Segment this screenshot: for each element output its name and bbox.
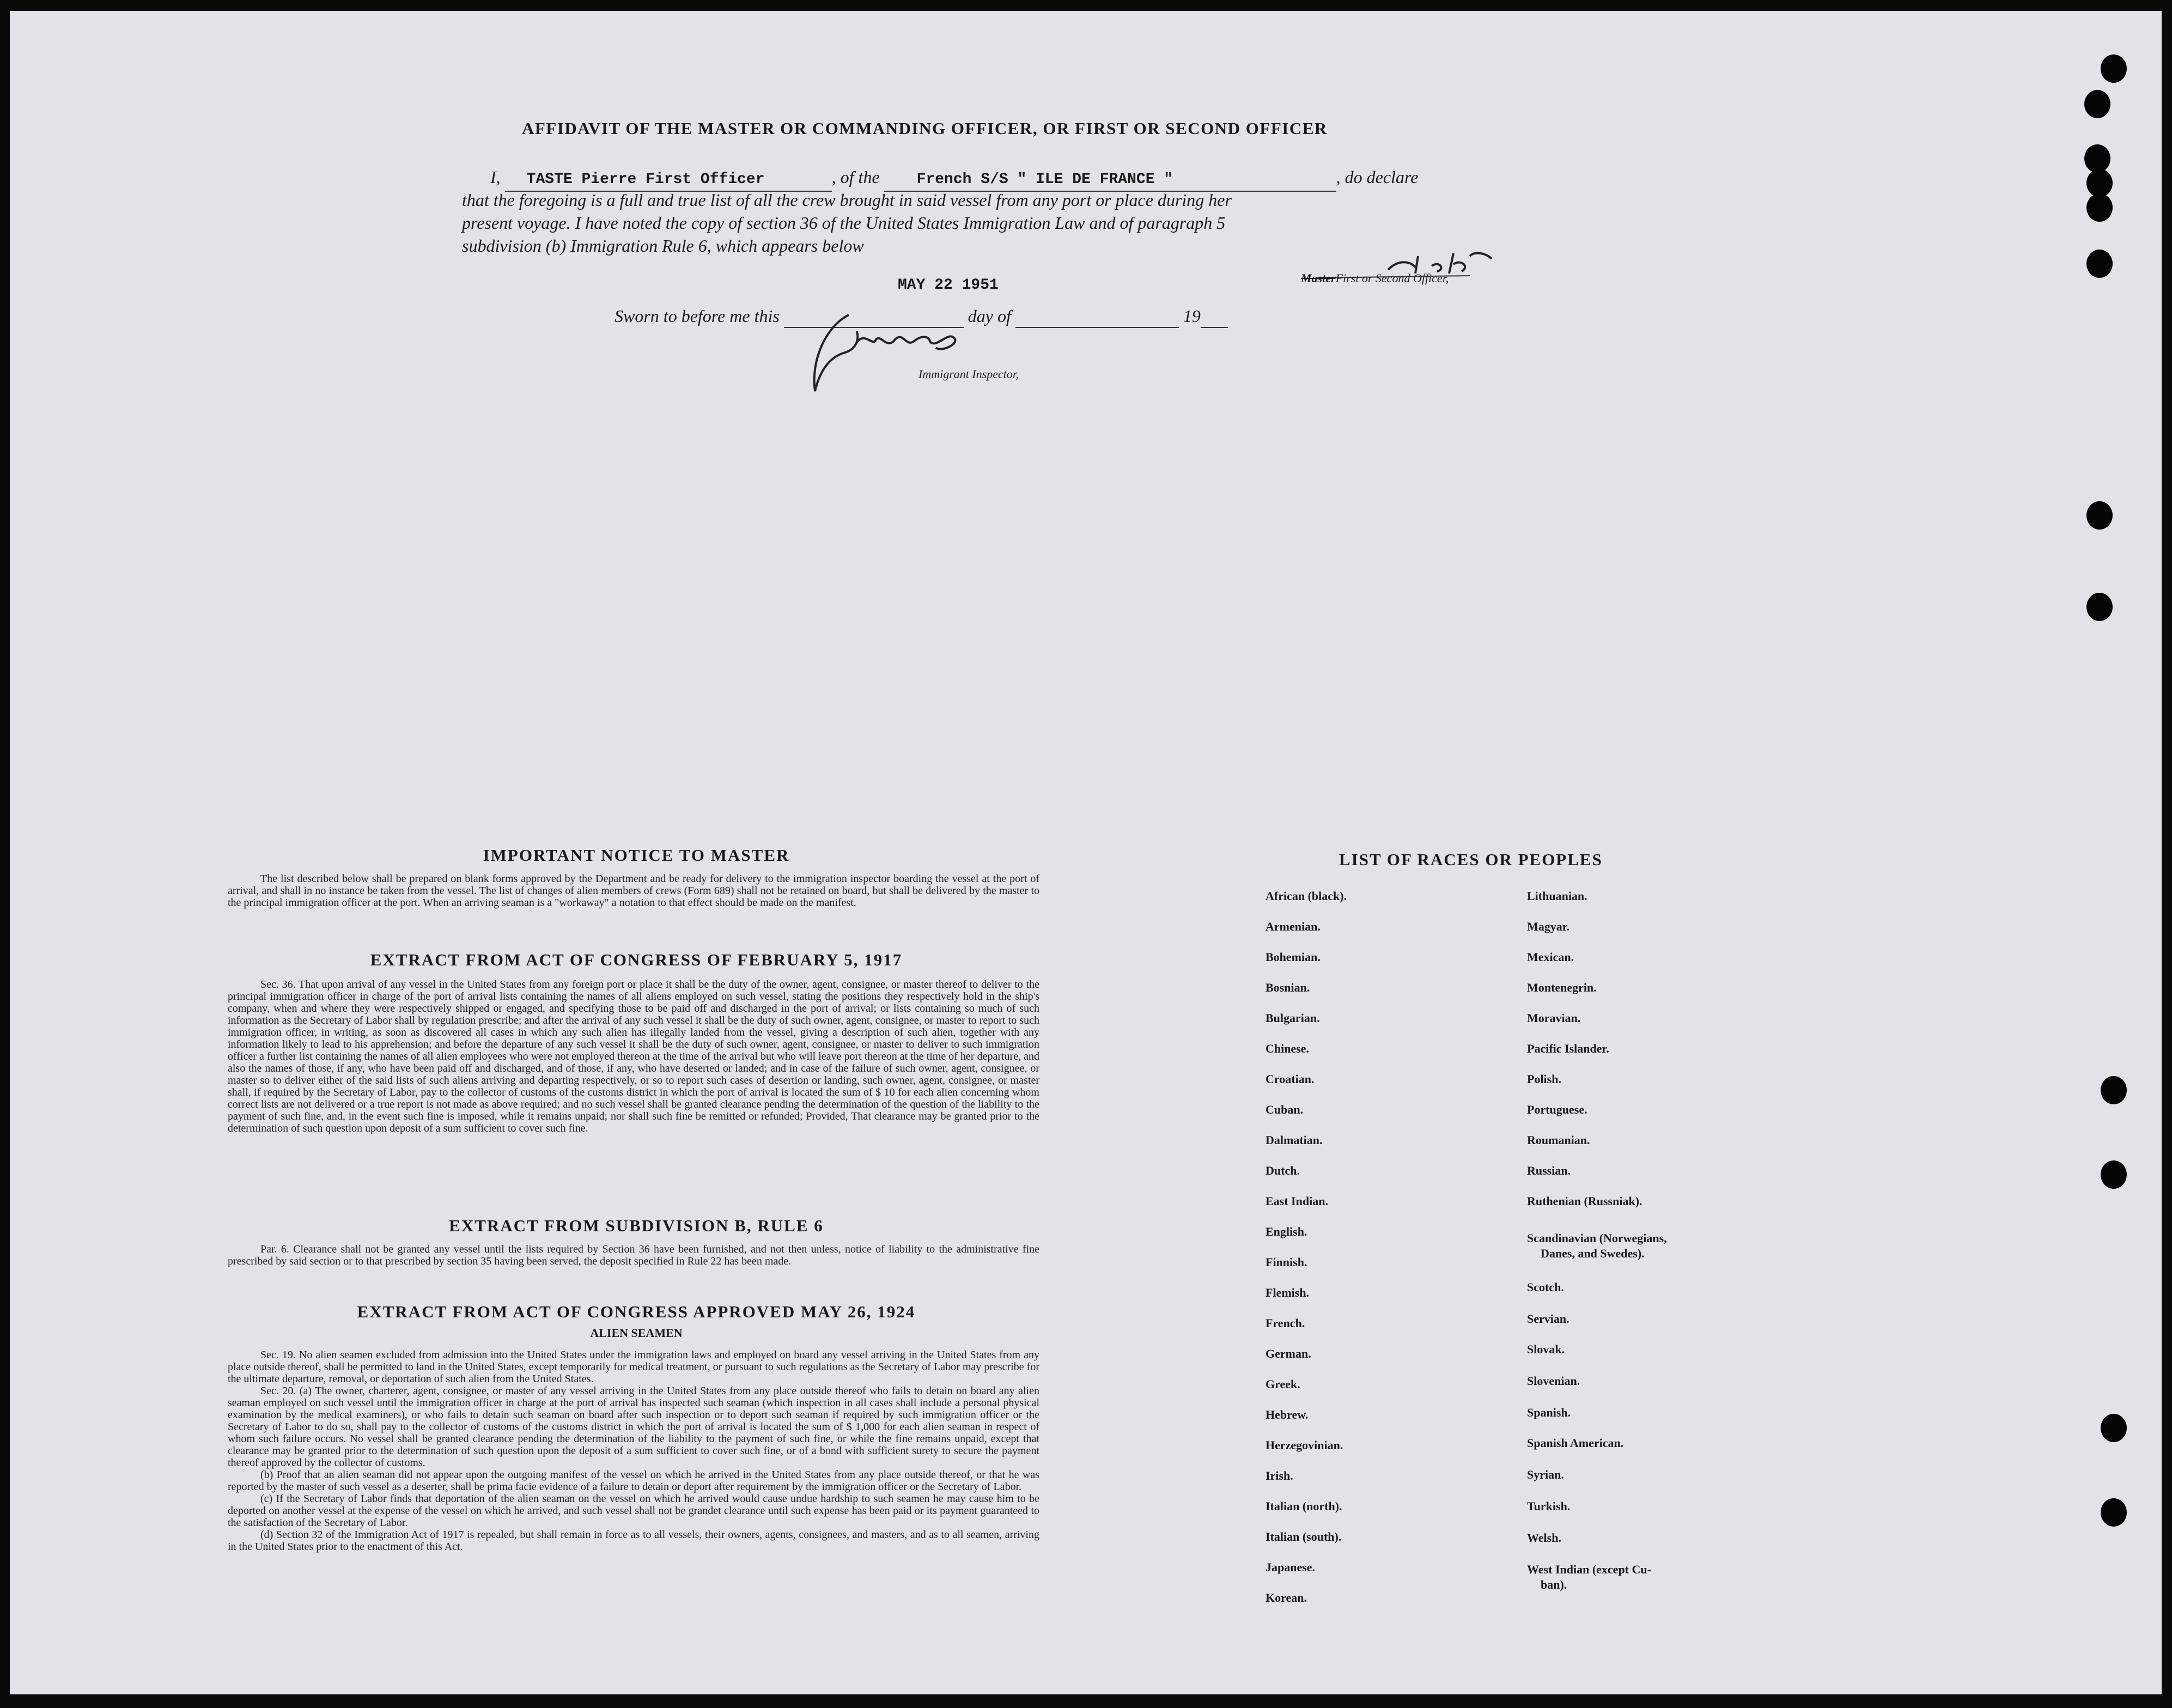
vessel-name-field: French S/S " ILE DE FRANCE " xyxy=(884,169,1336,192)
race-item: Scotch. xyxy=(1527,1280,1564,1294)
race-item: Roumanian. xyxy=(1527,1133,1590,1147)
race-item: Croatian. xyxy=(1266,1072,1315,1086)
extract-1917-text xyxy=(228,978,1039,1134)
date-stamp: MAY 22 1951 xyxy=(898,277,999,294)
race-item: Bosnian. xyxy=(1266,981,1310,994)
subdivision-b-title: EXTRACT FROM SUBDIVISION B, RULE 6 xyxy=(449,1216,824,1235)
extract-1924-paragraph: (c) If the Secretary of Labor finds that deportation of the alien seaman on the vessel on which he arrived would cause undue hardship to such seamen he may cause him to be deported on another vessel at the expense of the vessel on which he arrived, and such vessel shall not be grandet clearance until such expense has been paid or its payment guaranteed to the satisfaction of the Secretary of Labor. xyxy=(228,1493,1039,1529)
race-item: Hebrew. xyxy=(1266,1408,1309,1421)
of-the-label: , of the xyxy=(831,167,880,187)
race-item: Turkish. xyxy=(1527,1499,1571,1513)
race-item: Lithuanian. xyxy=(1527,889,1587,903)
race-item: Flemish. xyxy=(1266,1286,1310,1299)
extract-1924-paragraph: (b) Proof that an alien seaman did not appear upon the outgoing manifest of the vessel on which he arrived in the United States from any place outside thereof, or that he was reported by the master of such vessel as a deserter, shall be prima facie evidence of a failure to detain or deport after requirement by the immigration officer or the Secretary of Labor. xyxy=(228,1469,1039,1493)
race-item: Cuban. xyxy=(1266,1103,1304,1116)
race-item: Italian (south). xyxy=(1266,1530,1342,1543)
document-page xyxy=(10,11,2162,1694)
extract-1924-paragraph: (d) Section 32 of the Immigration Act of 1917 is repealed, but shall remain in force as to all vessels, their owners, agents, consignees, and masters, and as to all seamen, arriving in the United States prior to the enactment of this Act. xyxy=(228,1529,1039,1553)
race-item: Slovenian. xyxy=(1527,1374,1580,1388)
notice-title: IMPORTANT NOTICE TO MASTER xyxy=(483,846,790,865)
sworn-line xyxy=(615,305,1677,328)
race-item: Bohemian. xyxy=(1266,950,1321,964)
race-item: Servian. xyxy=(1527,1312,1569,1326)
race-item: Korean. xyxy=(1266,1591,1307,1604)
punch-hole xyxy=(2086,593,2113,621)
day-of-label: day of xyxy=(968,306,1011,326)
subdivision-b-text xyxy=(228,1243,1039,1267)
race-item: Danes, and Swedes). xyxy=(1541,1247,1645,1260)
extract-1917-paragraph: Sec. 36. That upon arrival of any vessel in the United States from any foreign port or place it shall be the duty of the owner, agent, consignee, or master thereof to deliver to the principal immigration officer in charge of the port of arrival lists containing the names of all aliens employed on such vessel, stating the positions they respectively hold in the ship's company, when and where they were respectively shipped or engaged, and specifying those to be paid off and discharged in the port of arrival; or lists containing so much of such information as the Secretary of Labor shall by regulation prescribe; and after the arrival of any such vessel it shall be the duty of such owner, agent, consignee, or master to report to such immigration officer, in writing, as soon as discovered all cases in which any such alien has illegally landed from the vessel, giving a description of such alien, together with any information likely to lead to his apprehension; and before the departure of any such vessel it shall be the duty of such owner, agent, consignee, or master to deliver to such immigration officer a further list containing the names of all alien employees who were not employed thereon at the time of the arrival but who will leave port thereon at the time of her departure, and also the names of those, if any, who have been paid off and discharged, and of those, if any, who have deserted or landed; and in case of the failure of such owner, agent, consignee, or master so to deliver either of the said lists of such aliens arriving and departing respectively, or so to report such cases of desertion or landing, such owner, agent, consignee, or master shall, if required by the Secretary of Labor, pay to the collector of customs of the customs district in which the port of arrival is located the sum of $ 10 for each alien concerning whom correct lists are not delivered or a true report is not made as above required; and no such vessel shall be granted clearance pending the determination of the question of the liability to the payment of such fine, and, in the event such fine is imposed, while it remains unpaid; nor shall such fine be remitted or refunded; Provided, That clearance may be granted prior to the determination of such question upon deposit of a sum sufficient to cover such fine. xyxy=(228,978,1039,1134)
affidavit-line-3: present voyage. I have noted the copy of section 36 of the United States Immigration Law and of paragraph 5 xyxy=(462,213,1226,233)
race-item: Italian (north). xyxy=(1266,1499,1342,1513)
race-item: Scandinavian (Norwegians, xyxy=(1527,1231,1667,1245)
race-item: Armenian. xyxy=(1266,920,1321,933)
extract-1924-text xyxy=(228,1349,1039,1553)
extract-1917-title: EXTRACT FROM ACT OF CONGRESS OF FEBRUARY 5, 1917 xyxy=(370,950,903,969)
officer-name-field: TASTE Pierre First Officer xyxy=(505,169,832,192)
officer-caption: First or Second Officer, xyxy=(1335,271,1449,285)
race-item: Welsh. xyxy=(1527,1531,1561,1545)
race-item: Slovak. xyxy=(1527,1342,1565,1356)
race-item: Moravian. xyxy=(1527,1011,1581,1025)
affidavit-declaration-line xyxy=(462,166,1524,192)
punch-hole xyxy=(2101,1076,2127,1104)
extract-1924-title: EXTRACT FROM ACT OF CONGRESS APPROVED MAY 26, 1924 xyxy=(357,1302,916,1321)
do-declare-label: , do declare xyxy=(1336,167,1419,187)
punch-hole xyxy=(2086,501,2113,530)
race-item: Spanish. xyxy=(1527,1406,1571,1419)
race-item: Japanese. xyxy=(1266,1560,1316,1574)
affidavit-title: AFFIDAVIT OF THE MASTER OR COMMANDING OFFICER, OR FIRST OR SECOND OFFICER xyxy=(522,119,1328,138)
notice-text xyxy=(228,873,1039,909)
race-item: Syrian. xyxy=(1527,1468,1564,1481)
race-item: German. xyxy=(1266,1347,1311,1360)
inspector-caption: Immigrant Inspector, xyxy=(918,367,1019,381)
inspector-signature xyxy=(805,309,990,402)
race-item: Irish. xyxy=(1266,1469,1293,1482)
punch-hole xyxy=(2086,250,2113,278)
race-item: Dutch. xyxy=(1266,1164,1300,1177)
punch-hole xyxy=(2101,54,2127,83)
affidavit-i-label: I, xyxy=(490,167,501,187)
year-prefix: 19 xyxy=(1183,306,1201,326)
race-item: Chinese. xyxy=(1266,1042,1310,1055)
affidavit-line-2: that the foregoing is a full and true list of all the crew brought in said vessel from any port or place during her xyxy=(462,190,1232,210)
race-item: East Indian. xyxy=(1266,1194,1328,1208)
race-item: English. xyxy=(1266,1225,1307,1238)
punch-hole xyxy=(2101,1160,2127,1189)
punch-hole xyxy=(2101,1498,2127,1527)
race-item: French. xyxy=(1266,1316,1305,1330)
race-item: Polish. xyxy=(1527,1072,1561,1086)
affidavit-line-4: subdivision (b) Immigration Rule 6, which appears below xyxy=(462,236,864,256)
race-item: Pacific Islander. xyxy=(1527,1042,1609,1055)
race-item: Montenegrin. xyxy=(1527,981,1597,994)
race-item: ban). xyxy=(1541,1578,1567,1591)
race-item: Bulgarian. xyxy=(1266,1011,1320,1025)
punch-hole xyxy=(2084,90,2110,118)
race-item: Magyar. xyxy=(1527,920,1570,933)
race-item: Portuguese. xyxy=(1527,1103,1587,1116)
race-item: Dalmatian. xyxy=(1266,1133,1323,1147)
race-item: Spanish American. xyxy=(1527,1436,1624,1450)
alien-seamen-subtitle: ALIEN SEAMEN xyxy=(590,1326,683,1340)
race-item: West Indian (except Cu- xyxy=(1527,1563,1651,1576)
race-item: Greek. xyxy=(1266,1377,1300,1391)
race-item: Mexican. xyxy=(1527,950,1574,964)
race-item: African (black). xyxy=(1266,889,1347,903)
sworn-label: Sworn to before me this xyxy=(615,306,780,326)
extract-1924-paragraph: Sec. 19. No alien seamen excluded from admission into the United States under the immigration laws and employed on board any vessel arriving in the United States from any place outside thereof, shall be permitted to land in the United States, except temporarily for medical treatment, or pursuant to such regulations as the Secretary of Labor may prescribe for the ultimate departure, removal, or deportation of such alien from the United States. xyxy=(228,1349,1039,1385)
race-item: Herzegovinian. xyxy=(1266,1438,1343,1452)
race-item: Russian. xyxy=(1527,1164,1571,1177)
subdivision-b-paragraph: Par. 6. Clearance shall not be granted any vessel until the lists required by Section 36 have been furnished, and not then unless, notice of liability to the administrative fine prescribed by said section or to that prescribed by section 35 having been served, the deposit specified in Rule 22 has been made. xyxy=(228,1243,1039,1267)
punch-hole xyxy=(2086,193,2113,222)
notice-paragraph: The list described below shall be prepared on blank forms approved by the Department and be ready for delivery to the immigration inspector boarding the vessel at the port of arrival, and shall in no instance be taken from the vessel. The list of changes of alien members of crews (Form 689) shall not be retained on board, but shall be delivered by the master to the principal immigration officer at the port. When an arriving seaman is a "workaway" a notation to that effect should be made on the manifest. xyxy=(228,873,1039,909)
punch-hole xyxy=(2084,144,2110,173)
punch-hole xyxy=(2101,1414,2127,1442)
officer-caption-wrapper xyxy=(1301,271,1449,285)
extract-1924-paragraph: Sec. 20. (a) The owner, charterer, agent, consignee, or master of any vessel arriving in the United States from any place outside thereof who fails to detain on board any alien seaman employed on such vessel until the immigration officer in charge at the port of arrival has inspected such seaman (which inspection in all cases shall include a personal physical examination by the medical examiners), or who fails to detain such seaman on board after such inspection or to deport such seaman if required by such immigration officer or the Secretary of Labor to do so, shall pay to the collector of customs of the customs district in which the port of arrival is located the sum of $ 1,000 for each alien seaman in respect of whom such failure occurs. No vessel shall be granted clearance pending the determination of the liability to the payment of such fine, or while the fine remains unpaid, except that clearance may be granted prior to the determination of such question upon the deposit of a sum sufficient to cover such fine, or of a bond with sufficient surety to secure the payment thereof approved by the collector of customs. xyxy=(228,1385,1039,1469)
race-item: Ruthenian (Russniak). xyxy=(1527,1194,1642,1208)
struck-label: Master xyxy=(1301,271,1336,285)
races-title: LIST OF RACES OR PEOPLES xyxy=(1339,850,1603,869)
race-item: Finnish. xyxy=(1266,1255,1307,1269)
